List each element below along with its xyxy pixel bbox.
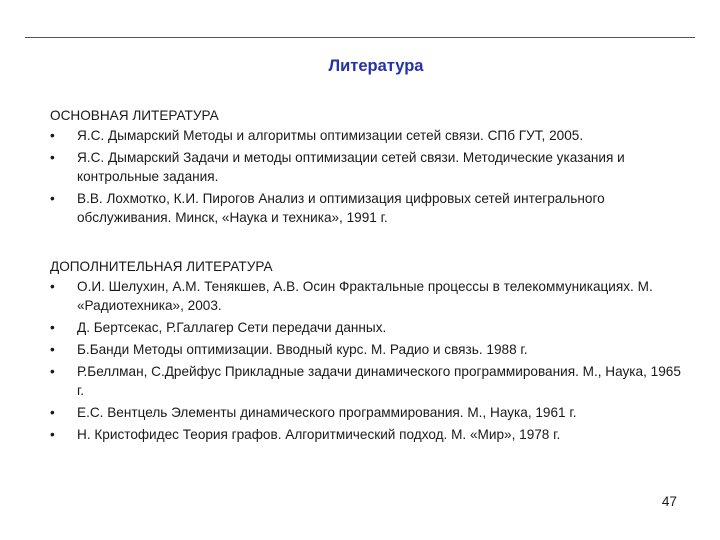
reference-text: Д. Бертсекас, Р.Галлагер Сети передачи данных. xyxy=(77,320,387,335)
bullet-icon: • xyxy=(50,320,55,335)
list-item xyxy=(50,189,690,227)
bullet-icon: • xyxy=(50,342,55,357)
bullet-icon: • xyxy=(50,405,55,420)
section-spacer xyxy=(50,230,690,257)
list-item xyxy=(50,277,690,315)
bullet-icon: • xyxy=(50,364,55,379)
reference-text: Я.С. Дымарский Задачи и методы оптимизации сетей связи. Методические указания и контрольные задания. xyxy=(77,150,625,184)
list-item xyxy=(50,362,690,400)
page-number: 47 xyxy=(661,494,677,509)
bullet-icon: • xyxy=(50,279,55,294)
reference-text: Н. Кристофидес Теория графов. Алгоритмический подход. М. «Мир», 1978 г. xyxy=(77,427,561,442)
bullet-icon: • xyxy=(50,191,55,206)
bullet-icon: • xyxy=(50,150,55,165)
reference-text: Я.С. Дымарский Методы и алгоритмы оптимизации сетей связи. СПб ГУТ, 2005. xyxy=(77,128,584,143)
reference-text: Р.Беллман, С.Дрейфус Прикладные задачи динамического программирования. М., Наука, 1965 г. xyxy=(77,364,681,398)
list-item xyxy=(50,148,690,186)
reference-text: Е.С. Вентцель Элементы динамического программирования. М., Наука, 1961 г. xyxy=(77,405,577,420)
additional-literature-list xyxy=(50,277,690,444)
references-content xyxy=(50,106,690,447)
additional-literature-heading: ДОПОЛНИТЕЛЬНАЯ ЛИТЕРАТУРА xyxy=(50,259,273,274)
list-item xyxy=(50,403,690,422)
reference-text: О.И. Шелухин, А.М. Тенякшев, А.В. Осин Фрактальные процессы в телекоммуникациях. М. «Радиотехника», 2003. xyxy=(77,279,653,313)
bullet-icon: • xyxy=(50,128,55,143)
slide-title: Литература xyxy=(328,57,424,75)
top-divider xyxy=(25,37,695,38)
list-item xyxy=(50,318,690,337)
list-item xyxy=(50,340,690,359)
bullet-icon: • xyxy=(50,427,55,442)
reference-text: В.В. Лохмотко, К.И. Пирогов Анализ и оптимизация цифровых сетей интегрального обслуживания. Минск, «Наука и техника», 1991 г. xyxy=(77,191,605,225)
primary-literature-heading: ОСНОВНАЯ ЛИТЕРАТУРА xyxy=(50,108,219,123)
reference-text: Б.Банди Методы оптимизации. Вводный курс. М. Радио и связь. 1988 г. xyxy=(77,342,528,357)
list-item xyxy=(50,126,690,145)
list-item xyxy=(50,425,690,444)
primary-literature-list xyxy=(50,126,690,227)
